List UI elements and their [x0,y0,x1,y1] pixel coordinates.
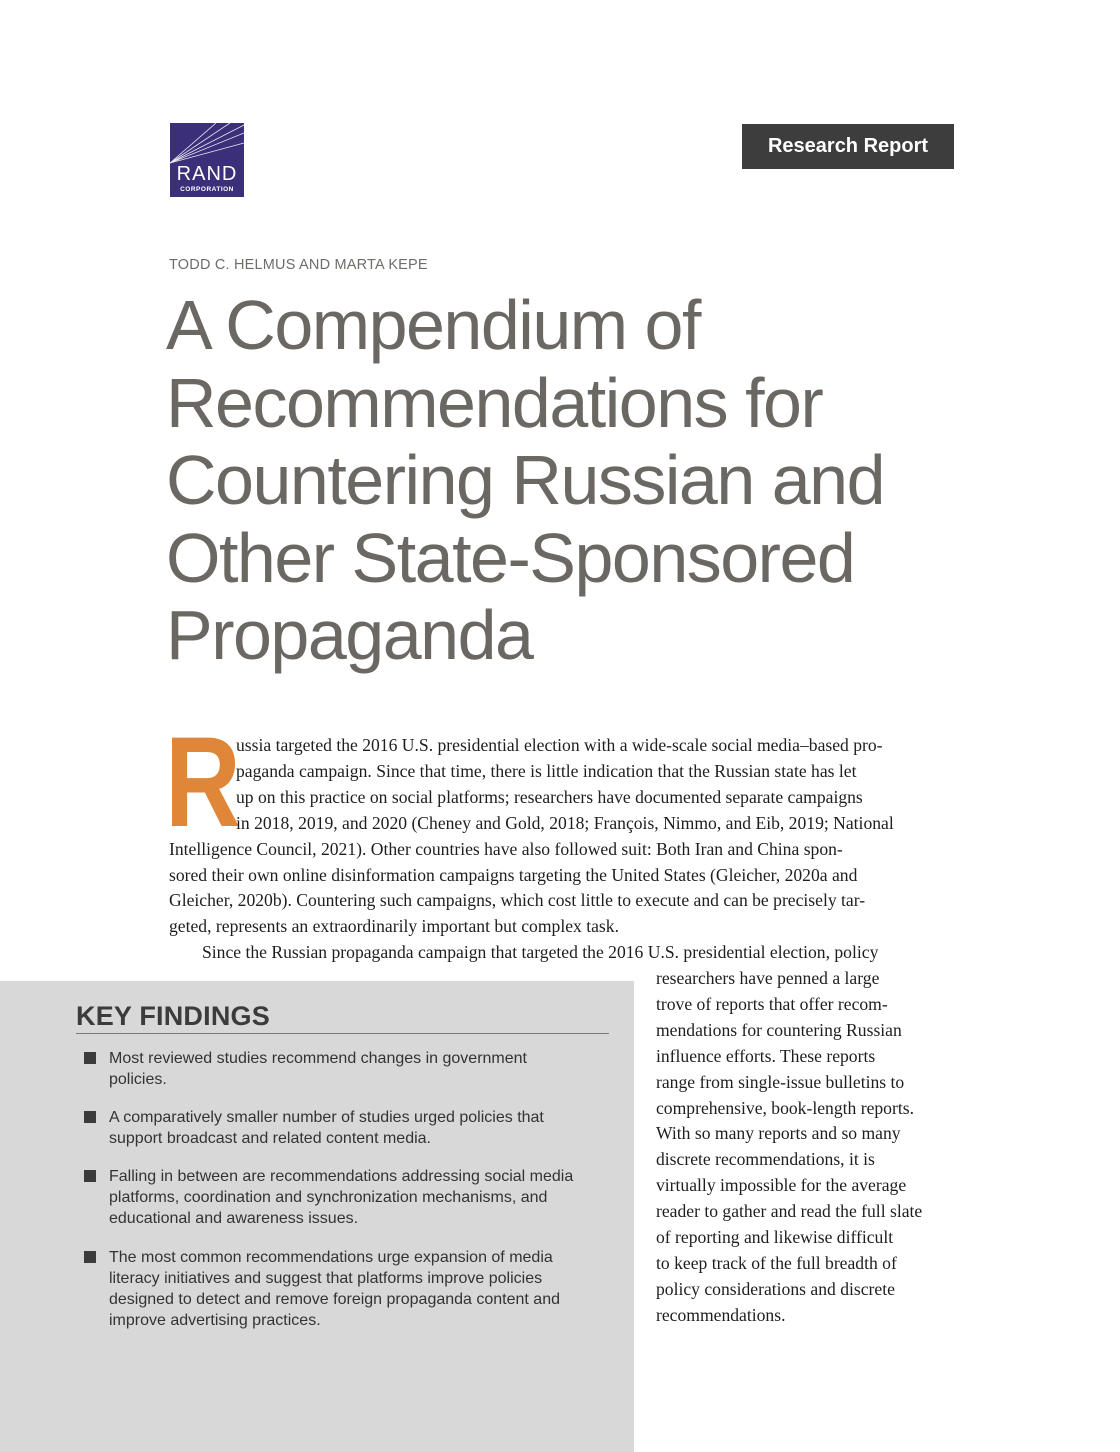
intro-paragraph-2-column [656,966,922,1329]
text-line: reader to gather and read the full slate [656,1201,923,1222]
research-report-badge: Research Report [742,124,954,169]
text-line: Gleicher, 2020b). Countering such campaigns, which cost little to execute and can be precisely tar- [169,890,866,911]
text-line: Most reviewed studies recommend changes in government [109,1050,527,1067]
text-line: in 2018, 2019, and 2020 (Cheney and Gold, 2018; François, Nimmo, and Eib, 2019; National [236,812,894,833]
text-line: With so many reports and so many [656,1123,901,1144]
key-findings-heading: KEY FINDINGS [76,1001,270,1031]
intro-paragraph-2-first-line [202,940,878,966]
text-line: mendations for countering Russian [656,1019,902,1040]
logo-wordmark: RAND [176,163,238,185]
text-line: comprehensive, book-length reports. [656,1097,914,1118]
key-finding-text [109,1247,609,1331]
square-bullet-icon [84,1111,96,1123]
text-line: geted, represents an extraordinarily important but complex task. [169,916,619,937]
text-line: sored their own online disinformation campaigns targeting the United States (Gleicher, 2020a and [169,864,858,885]
drop-cap: R [165,711,241,854]
text-line: literacy initiatives and suggest that platforms improve policies [109,1270,543,1287]
key-finding-text [109,1166,609,1229]
text-line: support broadcast and related content media. [109,1130,431,1147]
text-line: paganda campaign. Since that time, there is little indication that the Russian state has let [236,760,857,781]
title-line: Propaganda [166,596,533,674]
square-bullet-icon [84,1170,96,1182]
text-line: to keep track of the full breadth of [656,1252,897,1273]
text-line: influence efforts. These reports [656,1045,876,1066]
intro-paragraph-1-indented [236,733,894,837]
text-line: recommendations. [656,1304,786,1325]
title-line: Recommendations for [166,363,823,442]
text-line: trove of reports that offer recom- [656,993,888,1014]
text-line: designed to detect and remove foreign propaganda content and [109,1291,560,1308]
rand-logo [170,123,244,197]
text-line: educational and awareness issues. [109,1210,359,1227]
text-line: improve advertising practices. [109,1312,321,1329]
text-line: virtually impossible for the average [656,1175,907,1196]
report-title [166,287,966,675]
text-line: policy considerations and discrete [656,1278,895,1299]
text-line: Falling in between are recommendations addressing social media [109,1168,574,1185]
text-line: ussia targeted the 2016 U.S. presidential election with a wide-scale social media–based pro- [236,735,883,755]
intro-paragraph-1-full [169,837,865,941]
title-line: Countering Russian and [166,441,885,519]
text-line: range from single-issue bulletins to [656,1071,905,1092]
authors-line: TODD C. HELMUS AND MARTA KEPE [169,257,428,273]
text-line: platforms, coordination and synchronization mechanisms, and [109,1189,548,1206]
text-line: researchers have penned a large [656,968,880,988]
key-finding-text [109,1107,609,1149]
key-finding-text [109,1048,609,1090]
text-line: A comparatively smaller number of studies urged policies that [109,1109,544,1126]
logo-subtitle: CORPORATION [180,186,234,193]
text-line: Since the Russian propaganda campaign that targeted the 2016 U.S. presidential election, policy [202,942,879,962]
title-line: Other State-Sponsored [166,518,855,597]
text-line: Intelligence Council, 2021). Other countries have also followed suit: Both Iran and China spon- [169,838,843,859]
text-line: up on this practice on social platforms; researchers have documented separate campaigns [236,786,863,807]
text-line: of reporting and likewise difficult [656,1227,894,1248]
title-line: A Compendium of [166,286,700,364]
text-line: The most common recommendations urge expansion of media [109,1249,553,1266]
key-findings-rule [76,1033,609,1034]
square-bullet-icon [84,1052,96,1064]
text-line: discrete recommendations, it is [656,1149,875,1170]
square-bullet-icon [84,1251,96,1263]
text-line: policies. [109,1071,167,1088]
